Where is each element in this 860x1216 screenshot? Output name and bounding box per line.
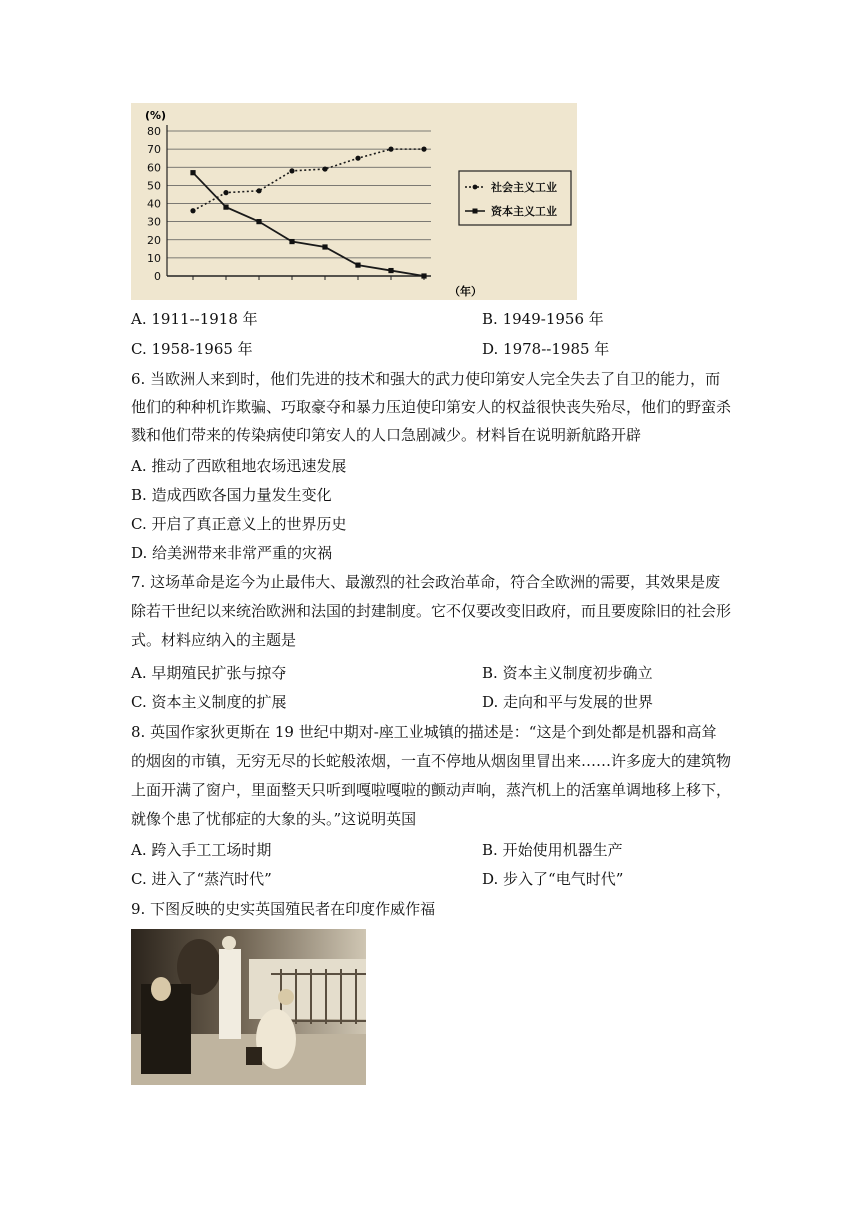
q6-option-c[interactable] xyxy=(131,514,347,534)
chart-svg xyxy=(131,103,577,300)
option-letter: C. xyxy=(131,340,147,358)
option-letter: B. xyxy=(482,841,498,859)
q6-option-d[interactable] xyxy=(131,543,332,563)
y-tick-label: 0 xyxy=(154,270,161,283)
data-point xyxy=(388,268,393,273)
option-text: 走向和平与发展的世界 xyxy=(503,693,654,711)
y-tick-label: 10 xyxy=(147,251,161,265)
y-tick-label: 30 xyxy=(147,215,161,229)
y-tick-label: 70 xyxy=(147,143,161,157)
data-point xyxy=(289,239,294,244)
legend-marker xyxy=(473,185,478,190)
q6-option-a[interactable] xyxy=(131,456,346,476)
option-letter: D. xyxy=(131,544,148,562)
q6-option-b[interactable] xyxy=(131,485,332,505)
q7-option-a[interactable] xyxy=(131,663,286,683)
option-text: 步入了“电气时代” xyxy=(503,870,624,888)
q8-stem-line-4: 就像个患了忧郁症的大象的头。”这说明英国 xyxy=(131,810,417,828)
option-letter: C. xyxy=(131,515,147,533)
legend-marker xyxy=(473,209,478,214)
data-point xyxy=(223,190,228,195)
option-letter: A. xyxy=(131,310,147,328)
option-text: 资本主义制度的扩展 xyxy=(151,693,287,711)
data-point xyxy=(322,166,327,171)
data-point xyxy=(289,168,294,173)
q9-stem: 9. 下图反映的史实英国殖民者在印度作威作福 xyxy=(131,900,436,918)
option-text: 早期殖民扩张与掠夺 xyxy=(151,664,287,682)
option-letter: B. xyxy=(131,486,147,504)
q8-option-a[interactable] xyxy=(131,840,271,860)
option-letter: A. xyxy=(131,664,147,682)
data-point xyxy=(322,244,327,249)
q5-option-b[interactable] xyxy=(482,309,604,329)
option-letter: D. xyxy=(482,693,499,711)
data-point xyxy=(256,219,261,224)
y-tick-label: 60 xyxy=(147,161,161,175)
q7-stem-line-2: 除若干世纪以来统治欧洲和法国的封建制度。它不仅要改变旧政府，而且要废除旧的社会形 xyxy=(131,602,732,620)
q7-option-b[interactable] xyxy=(482,663,653,683)
series-line xyxy=(193,173,424,276)
option-text: 1949-1956 年 xyxy=(502,310,604,328)
q5-option-a[interactable] xyxy=(131,309,258,329)
data-point xyxy=(421,147,426,152)
q8-stem-line-3: 上面开满了窗户，里面整天只听到嘎啦嘎啦的颤动声响，蒸汽机上的活塞单调地移上移下， xyxy=(131,781,732,799)
data-point xyxy=(421,273,426,278)
option-text: 推动了西欧租地农场迅速发展 xyxy=(151,457,347,475)
q8-stem-line-2: 的烟囱的市镇，无穷无尽的长蛇般浓烟，一直不停地从烟囱里冒出来……许多庞大的建筑物 xyxy=(131,752,732,770)
historical-photo-graphic xyxy=(131,929,366,1085)
q8-option-c[interactable] xyxy=(131,869,272,889)
q8-option-b[interactable] xyxy=(482,840,623,860)
data-point xyxy=(190,170,195,175)
q7-option-d[interactable] xyxy=(482,692,653,712)
option-text: 1911--1918 年 xyxy=(151,310,258,328)
legend-label: 社会主义工业 xyxy=(491,181,557,194)
y-tick-label: 40 xyxy=(147,197,161,211)
chart-legend xyxy=(459,171,571,225)
option-text: 1978--1985 年 xyxy=(503,340,610,358)
option-letter: B. xyxy=(482,310,498,328)
q6-stem-line-1: 6. 当欧洲人来到时，他们先进的技术和强大的武力使印第安人完全失去了自卫的能力，而 xyxy=(131,370,721,388)
option-text: 给美洲带来非常严重的灾祸 xyxy=(152,544,333,562)
option-letter: C. xyxy=(131,693,147,711)
series-line xyxy=(193,149,424,211)
historical-photo xyxy=(131,929,366,1085)
y-tick-label: 20 xyxy=(147,233,161,247)
q6-stem-line-3: 戮和他们带来的传染病使印第安人的人口急剧减少。材料旨在说明新航路开辟 xyxy=(131,426,642,444)
industry-share-chart xyxy=(131,103,577,300)
q7-option-c[interactable] xyxy=(131,692,287,712)
option-text: 资本主义制度初步确立 xyxy=(502,664,653,682)
q7-stem-line-3: 式。材料应纳入的主题是 xyxy=(131,631,297,649)
x-unit-label: （年） xyxy=(449,285,482,298)
option-text: 造成西欧各国力量发生变化 xyxy=(151,486,332,504)
data-point xyxy=(223,205,228,210)
q5-option-c[interactable] xyxy=(131,339,253,359)
data-point xyxy=(256,188,261,193)
q6-stem-line-2: 他们的种种机诈欺骗、巧取豪夺和暴力压迫使印第安人的权益很快丧失殆尽，他们的野蛮杀 xyxy=(131,398,732,416)
option-letter: C. xyxy=(131,870,147,888)
y-tick-label: 80 xyxy=(147,125,161,138)
option-text: 进入了“蒸汽时代” xyxy=(151,870,272,888)
legend-label: 资本主义工业 xyxy=(491,205,557,218)
option-letter: B. xyxy=(482,664,498,682)
option-letter: D. xyxy=(482,870,499,888)
option-text: 开始使用机器生产 xyxy=(502,841,623,859)
data-point xyxy=(190,208,195,213)
option-text: 1958-1965 年 xyxy=(151,340,253,358)
y-tick-label: 50 xyxy=(147,179,161,193)
q7-stem-line-1: 7. 这场革命是迄今为止最伟大、最激烈的社会政治革命，符合全欧洲的需要，其效果是废 xyxy=(131,573,721,591)
y-unit-label: (%) xyxy=(145,109,167,122)
q8-stem-line-1: 8. 英国作家狄更斯在 19 世纪中期对-座工业城镇的描述是：“这是个到处都是机器和高耸 xyxy=(131,723,717,741)
data-point xyxy=(355,156,360,161)
option-text: 开启了真正意义上的世界历史 xyxy=(151,515,347,533)
q8-option-d[interactable] xyxy=(482,869,623,889)
q5-option-d[interactable] xyxy=(482,339,609,359)
option-letter: D. xyxy=(482,340,499,358)
option-text: 跨入手工工场时期 xyxy=(151,841,272,859)
data-point xyxy=(355,263,360,268)
data-point xyxy=(388,147,393,152)
option-letter: A. xyxy=(131,457,147,475)
option-letter: A. xyxy=(131,841,147,859)
